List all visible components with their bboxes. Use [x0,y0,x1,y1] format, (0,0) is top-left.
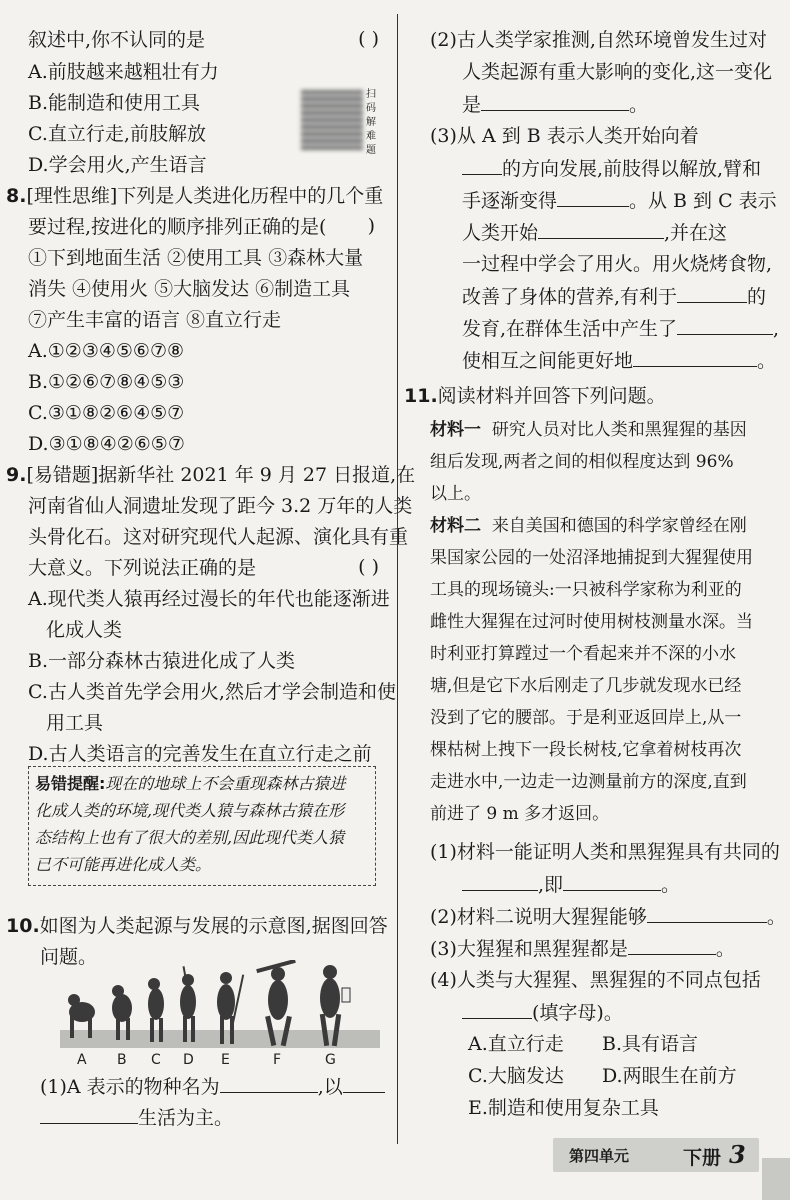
q10-sub3-blank-3[interactable] [538,220,664,239]
q8-text-2: 要过程,按进化的顺序排列正确的是( [28,216,327,238]
material-2-text-10: 前进了 9 m 多才返回。 [430,804,610,824]
q11-sub1-blank-1[interactable] [462,872,538,891]
q9-text-4: 大意义。下列说法正确的是 [28,557,257,579]
q10-sub1-blank-2a[interactable] [343,1074,385,1093]
q10-sub1-text-c: 生活为主。 [138,1107,234,1129]
q10-sub3-line-6 [462,284,766,309]
q9-option-d: D.古人类语言的完善发生在直立行走之前 [28,743,372,765]
material-1-label: 材料一 [430,420,481,440]
q8-option-d: D.③①⑧④②⑥⑤⑦ [28,433,185,455]
q8-number: 8. [6,185,27,207]
q11-option-c: C.大脑发达 [468,1065,564,1087]
q8-option-a: A.①②③④⑤⑥⑦⑧ [28,340,185,362]
q9-option-a-cont: 化成人类 [46,619,123,641]
q11-sub1-line-2: ,即 。 [462,872,680,897]
q10-sub3-text-8: 改善了身体的营养,有利于 [462,286,678,308]
q9-answer-paren: ( ) [358,556,379,578]
error-tip-box [28,766,376,886]
q10-sub3-text-4: 。从 B 到 C 表示 [629,190,777,212]
q10-sub3-text-11: , [773,318,780,340]
figure-label-f: F [273,1052,282,1068]
q11-option-a: A.直立行走 [468,1033,564,1055]
q11-sub3-blank[interactable] [628,936,716,955]
q11-sub1-text-2: ,即 [538,874,564,896]
q10-sub3-line-3 [462,188,777,213]
q10-sub1-blank-2b[interactable] [40,1105,138,1124]
q7-option-d: D.学会用火,产生语言 [28,154,207,176]
q10-sub2-line-1: (2)古人类学家推测,自然环境曾发生过对 [430,29,767,51]
q10-sub3-line-2 [462,156,761,181]
q9-line-1 [6,463,415,487]
q11-sub1-line-1: (1)材料一能证明人类和黑猩猩具有共同的 [430,841,780,863]
error-tip-text-2: 化成人类的环境,现代类人猿与森林古猿在形 [35,801,345,820]
q10-number: 10. [6,915,40,937]
material-2-text-3: 工具的现场镜头:一只被科学家称为利亚的 [430,580,742,600]
q11-sub4-line-1: (4)人类与大猩猩、黑猩猩的不同点包括 [430,969,761,991]
q10-sub1 [40,1074,385,1099]
error-tip-title: 易错提醒: [35,774,106,793]
qr-caption: 扫码解难题 [366,89,376,156]
q9-option-c: C.古人类首先学会用火,然后才学会制造和使 [28,681,396,703]
q11-sub1-blank-2[interactable] [563,872,661,891]
q8-paren-close: ) [367,215,375,237]
q11-number: 11. [404,385,438,407]
q11-title-line [404,384,666,408]
figure-label-e: E [221,1052,230,1068]
q8-line-1 [6,184,383,208]
q10-sub3-line-7 [462,316,779,341]
page-footer [553,1138,759,1172]
q10-sub1-cont [40,1105,233,1130]
q10-sub3-line-4 [462,220,727,245]
q8-option-c: C.③①⑧②⑥④⑤⑦ [28,402,185,424]
qr-code-image[interactable] [301,90,363,150]
q9-text-2: 河南省仙人洞遗址发现了距今 3.2 万年的人类 [28,495,413,517]
q8-text-1: [理性思维]下列是人类进化历程中的几个重 [26,185,384,207]
q10-sub3-blank-1[interactable] [462,156,502,175]
q11-option-d: D.两眼生在前方 [602,1065,737,1087]
q10-sub3-text-2: 的方向发展,前肢得以解放,臂和 [502,158,762,180]
q10-sub3-text-9: 的 [747,286,767,308]
q11-option-e: E.制造和使用复杂工具 [468,1097,659,1119]
q11-option-b: B.具有语言 [602,1033,699,1055]
q10-text-2: 问题。 [40,946,98,968]
material-1-text-1: 研究人员对比人类和黑猩猩的基因 [491,420,747,440]
q7-option-b: B.能制造和使用工具 [28,92,201,114]
q10-sub3-blank-4[interactable] [677,284,747,303]
q11-sub3: (3)大猩猩和黑猩猩都是 。 [430,938,735,960]
q10-sub3-text-6: ,并在这 [664,222,728,244]
q10-text-1: 如图为人类起源与发展的示意图,据图回答 [39,915,388,937]
figure-label-a: A [77,1052,87,1068]
q11-sub3-text: (3)大猩猩和黑猩猩都是 [430,938,628,960]
q8-text-5: ⑦产生丰富的语言 ⑧直立行走 [28,309,282,331]
q11-sub2: (2)材料二说明大猩猩能够 。 [430,906,786,928]
q9-text-1: [易错题]据新华社 2021 年 9 月 27 日报道,在 [26,464,416,486]
material-2-text-8: 棵枯树上拽下一段长树枝,它拿着树枝再次 [430,740,742,760]
human-evolution-figure [60,960,380,1070]
q11-mat2-line-1 [430,514,747,538]
q10-sub3-text-3: 手逐渐变得 [462,190,558,212]
page-corner [762,1158,790,1200]
q7-stem: 叙述中,你不认同的是 [28,29,206,51]
q11-mat1-line-1 [430,418,747,442]
q10-sub3-line-8: 使相互之间能更好地 。 [462,350,777,372]
q11-sub4-line-2 [462,1000,623,1025]
q9-option-a: A.现代类人猿再经过漫长的年代也能逐渐进 [28,588,390,610]
q10-sub3-line-5: 一过程中学会了用火。用火烧烤食物, [462,253,773,275]
q10-sub1-text-a: (1)A 表示的物种名为 [40,1076,220,1098]
q10-sub3-text-5: 人类开始 [462,222,539,244]
error-tip-text-3: 态结构上也有了很大的差别,因此现代类人猿 [35,828,345,847]
figure-label-d: D [183,1052,194,1068]
q7-answer-paren: ( ) [358,28,379,50]
q10-sub3-blank-5[interactable] [677,316,773,335]
material-1-text-3: 以上。 [430,484,481,504]
footer-unit: 第四单元 [569,1147,630,1165]
q7-option-a: A.前肢越来越粗壮有力 [28,61,219,83]
material-2-text-1: 来自美国和德国的科学家曾经在刚 [491,516,747,536]
q8-text-4: 消失 ④使用火 ⑤大脑发达 ⑥制造工具 [28,278,351,300]
q10-sub1-text-b: ,以 [317,1076,343,1098]
q10-sub2-blank[interactable] [481,92,629,111]
q9-text-3: 头骨化石。这对研究现代人起源、演化具有重 [28,526,409,548]
q10-sub2-line-3: 是 。 [462,94,649,116]
material-2-text-7: 没到了它的腰部。于是利亚返回岸上,从一 [430,708,742,728]
error-tip-text-4: 已不可能再进化成人类。 [35,855,212,874]
q11-sub2-blank[interactable] [647,904,767,923]
q10-sub2-text-3: 是 [462,94,482,116]
q10-sub3-text-12: 使相互之间能更好地 [462,350,634,372]
figure-label-c: C [151,1052,161,1068]
figure-label-b: B [117,1052,127,1068]
q9-number: 9. [6,464,27,486]
material-2-text-2: 果国家公园的一处沼泽地捕捉到大猩猩使用 [430,548,753,568]
q11-sub4-blank[interactable] [462,1000,532,1019]
q11-sub4-text-2: (填字母)。 [532,1002,623,1024]
figure-label-g: G [325,1052,336,1068]
q11-sub2-text: (2)材料二说明大猩猩能够 [430,906,647,928]
material-2-text-4: 雌性大猩猩在过河时使用树枝测量水深。当 [430,612,753,632]
q10-sub3-line-1: (3)从 A 到 B 表示人类开始向着 [430,125,699,147]
q9-option-b: B.一部分森林古猿进化成了人类 [28,650,296,672]
q10-line-1 [6,914,388,938]
right-column [404,0,790,1200]
q10-sub3-blank-2[interactable] [557,188,629,207]
material-2-label: 材料二 [430,516,481,536]
q8-text-3: ①下到地面生活 ②使用工具 ③森林大量 [28,247,364,269]
material-2-text-6: 塘,但是它下水后刚走了几步就发现水已经 [430,676,742,696]
material-2-text-9: 走进水中,一边走一边测量前方的深度,直到 [430,772,747,792]
q10-sub1-blank-1[interactable] [220,1074,318,1093]
figure-labels [77,1052,336,1068]
q10-sub2-line-2: 人类起源有重大影响的变化,这一变化 [462,61,773,83]
q10-sub3-text-10: 发育,在群体生活中产生了 [462,318,678,340]
material-2-text-5: 时利亚打算蹚过一个看起来并不深的小水 [430,644,736,664]
footer-book: 下册 [683,1147,722,1169]
page-number: 3 [729,1140,746,1169]
error-tip-text-1: 现在的地球上不会重现森林古猿进 [105,774,346,793]
column-divider [397,14,398,1144]
q8-option-b: B.①②⑥⑦⑧④⑤③ [28,371,185,393]
q9-option-c-cont: 用工具 [46,712,104,734]
error-tip-line-1 [35,771,345,797]
q11-title: 阅读材料并回答下列问题。 [437,385,666,407]
material-1-text-2: 组后发现,两者之间的相似程度达到 96% [430,452,734,472]
q7-option-c: C.直立行走,前肢解放 [28,123,206,145]
q10-sub3-blank-6[interactable] [633,348,757,367]
